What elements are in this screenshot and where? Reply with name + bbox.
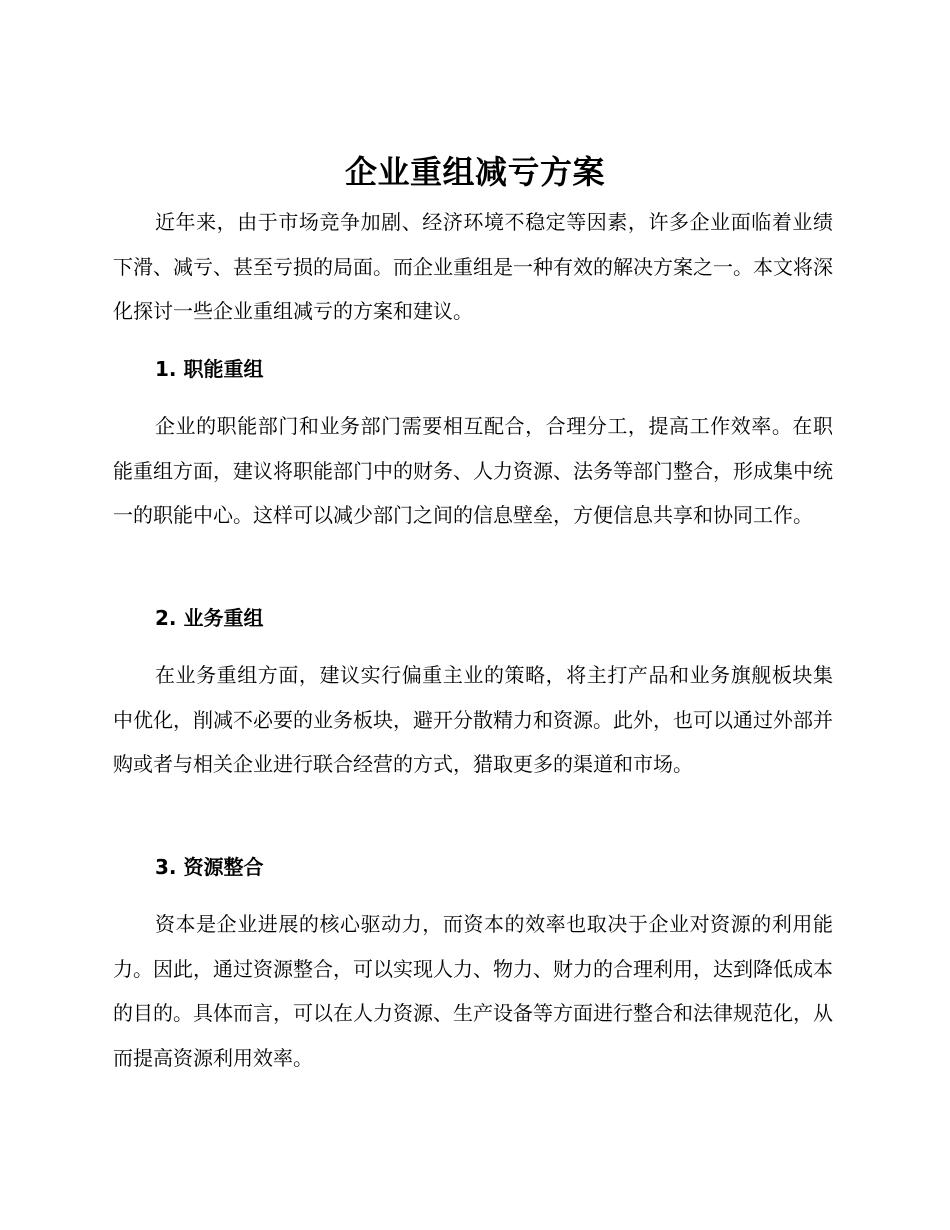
section-body-functional: 企业的职能部门和业务部门需要相互配合，合理分工，提高工作效率。在职能重组方面，建议将职能部门中的财务、人力资源、法务等部门整合，形成集中统一的职能中心。这样可以减少部门之间的信息壁垒，方便信息共享和协同工作。 bbox=[113, 414, 833, 527]
section-body-business: 在业务重组方面，建议实行偏重主业的策略，将主打产品和业务旗舰板块集中优化，削减不必要的业务板块，避开分散精力和资源。此外，也可以通过外部并购或者与相关企业进行联合经营的方式，猎取更多的渠道和市场。 bbox=[113, 663, 833, 776]
intro-paragraph: 近年来，由于市场竞争加剧、经济环境不稳定等因素，许多企业面临着业绩下滑、减亏、甚至亏损的局面。而企业重组是一种有效的解决方案之一。本文将深化探讨一些企业重组减亏的方案和建议。 bbox=[113, 210, 833, 323]
section-body-resources: 资本是企业进展的核心驱动力，而资本的效率也取决于企业对资源的利用能力。因此，通过资源整合，可以实现人力、物力、财力的合理利用，达到降低成本的目的。具体而言，可以在人力资源、生产设备等方面进行整合和法律规范化，从而提高资源利用效率。 bbox=[113, 912, 833, 1070]
section-heading-functional: 1. 职能重组 bbox=[155, 357, 264, 381]
section-heading-resources: 3. 资源整合 bbox=[155, 855, 264, 879]
document-title: 企业重组减亏方案 bbox=[344, 153, 605, 191]
section-heading-business: 2. 业务重组 bbox=[155, 606, 264, 630]
